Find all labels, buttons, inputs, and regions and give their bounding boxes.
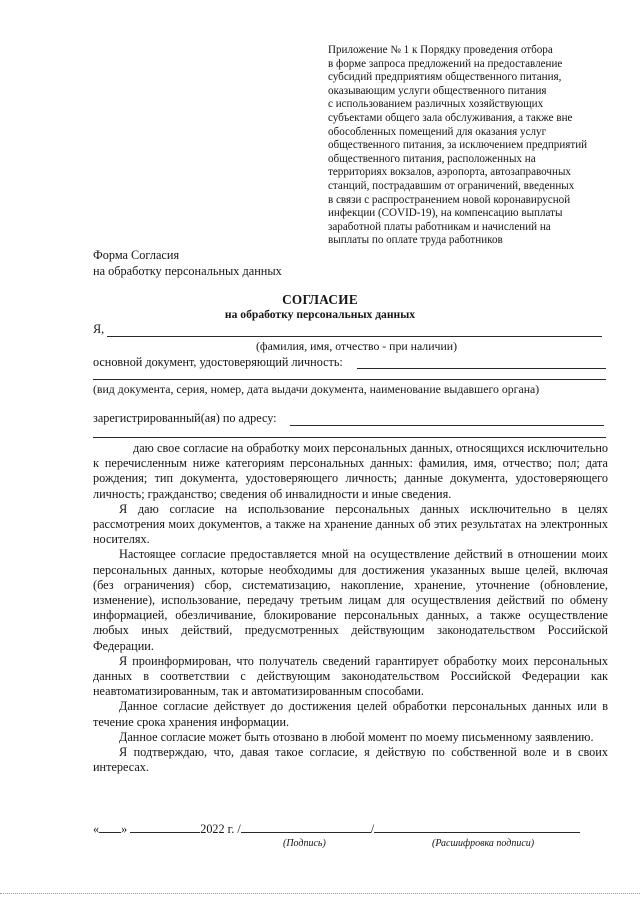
- date-open-quote: «: [93, 822, 100, 836]
- document-title: СОГЛАСИЕ: [282, 292, 358, 307]
- appendix-line: общественного питания, за исключением предприятий: [328, 139, 588, 152]
- signature-separator: /: [370, 822, 375, 836]
- document-input-line[interactable]: [357, 368, 606, 369]
- consent-body: [93, 441, 608, 775]
- address-input-line[interactable]: [290, 425, 604, 426]
- name-input-line[interactable]: [107, 336, 602, 337]
- address-input-line-2[interactable]: [93, 437, 606, 438]
- appendix-line: заработной платы работникам и начислений на: [328, 220, 551, 233]
- body-paragraph: Я даю согласие на использование персональных данных исключительно в целях рассмотрения моих документов, а также на хранение данных об этих результатах на электронных носителях.: [93, 501, 608, 547]
- appendix-line: территориях вокзалов, аэропорта, автозаправочных: [328, 166, 571, 179]
- form-title-line1: Форма Согласия: [93, 248, 180, 262]
- i-label: Я,: [93, 322, 105, 336]
- signature-input-line[interactable]: [241, 832, 371, 833]
- appendix-line: в связи с распространением новой коронавирусной: [328, 193, 571, 206]
- year-text: 2022 г. /: [200, 822, 241, 836]
- appendix-line: субъектами общего зала обслуживания, а также вне: [328, 111, 573, 124]
- decode-input-line[interactable]: [374, 832, 580, 833]
- body-paragraph: Данное согласие может быть отозвано в любой момент по моему письменному заявлению.: [119, 729, 594, 744]
- appendix-line: Приложение № 1 к Порядку проведения отбора: [328, 44, 553, 56]
- appendix-line: станций, пострадавшим от ограничений, введенных: [328, 179, 575, 192]
- body-paragraph: Настоящее согласие предоставляется мной на осуществление действий в отношении моих персональных данных, которые необходимы для достижения указанных выше целей, включая (без ограничения) сбор, систематизацию, накопление, хранение, уточнение (обновление, изменение), использование, передачу третьим лицам для осуществления действий по обмену информацией, обезличивание, блокирование персональных данных, а также осуществление любых иных действий, предусмотренных действующим законодательством Российской Федерации.: [93, 547, 608, 653]
- body-paragraph: Данное согласие действует до достижения целей обработки персональных данных или в течение срока хранения информации.: [93, 699, 608, 729]
- day-input-line[interactable]: [99, 832, 121, 833]
- scan-edge-divider: [0, 893, 640, 894]
- document-input-line-2[interactable]: [93, 379, 606, 380]
- appendix-line: субсидий предприятиям общественного питания,: [328, 71, 562, 84]
- appendix-line: оказывающим услуги общественного питания: [328, 84, 547, 97]
- body-paragraph: Я подтверждаю, что, давая такое согласие, я действую по собственной воле и в своих интересах.: [93, 745, 608, 775]
- document-subtitle: на обработку персональных данных: [224, 308, 416, 321]
- month-input-line[interactable]: [130, 832, 200, 833]
- form-title-line2: на обработку персональных данных: [93, 263, 282, 278]
- appendix-line: обособленных помещений для оказания услуг: [328, 125, 547, 138]
- appendix-line: инфекции (COVID-19), на компенсацию выплаты: [328, 207, 563, 220]
- decode-label: (Расшифровка подписи): [432, 838, 535, 849]
- appendix-line: с использованием различных хозяйствующих: [328, 98, 544, 111]
- appendix-header: [328, 44, 590, 248]
- body-paragraph: даю свое согласие на обработку моих персональных данных, относящихся исключительно к перечисленным ниже категориям персональных данных: фамилия, имя, отчество; пол; дата рождения; тип документа, удостоверяющего личность; данные документа, удостоверяющего личность; гражданство; сведения об инвалидности и иные сведения.: [93, 441, 608, 501]
- document-label: основной документ, удостоверяющий личность:: [93, 355, 343, 369]
- signature-label: (Подпись): [283, 838, 326, 849]
- name-hint: (фамилия, имя, отчество - при наличии): [256, 339, 457, 353]
- appendix-line: выплаты по оплате труда работников: [328, 234, 503, 247]
- appendix-line: общественного питания, расположенных на: [328, 152, 536, 165]
- document-hint: (вид документа, серия, номер, дата выдачи документа, наименование выдавшего органа): [93, 382, 540, 396]
- form-title: [93, 248, 282, 279]
- signature-row: [93, 822, 580, 837]
- address-label: зарегистрированный(ая) по адресу:: [93, 411, 277, 425]
- date-close-quote: »: [121, 822, 128, 836]
- body-paragraph: Я проинформирован, что получатель сведений гарантирует обработку моих персональных данных в соответствии с действующим законодательством Российской Федерации как неавтоматизированным, так и автоматизированным способами.: [93, 653, 608, 699]
- appendix-line: в форме запроса предложений на предоставление: [328, 57, 563, 70]
